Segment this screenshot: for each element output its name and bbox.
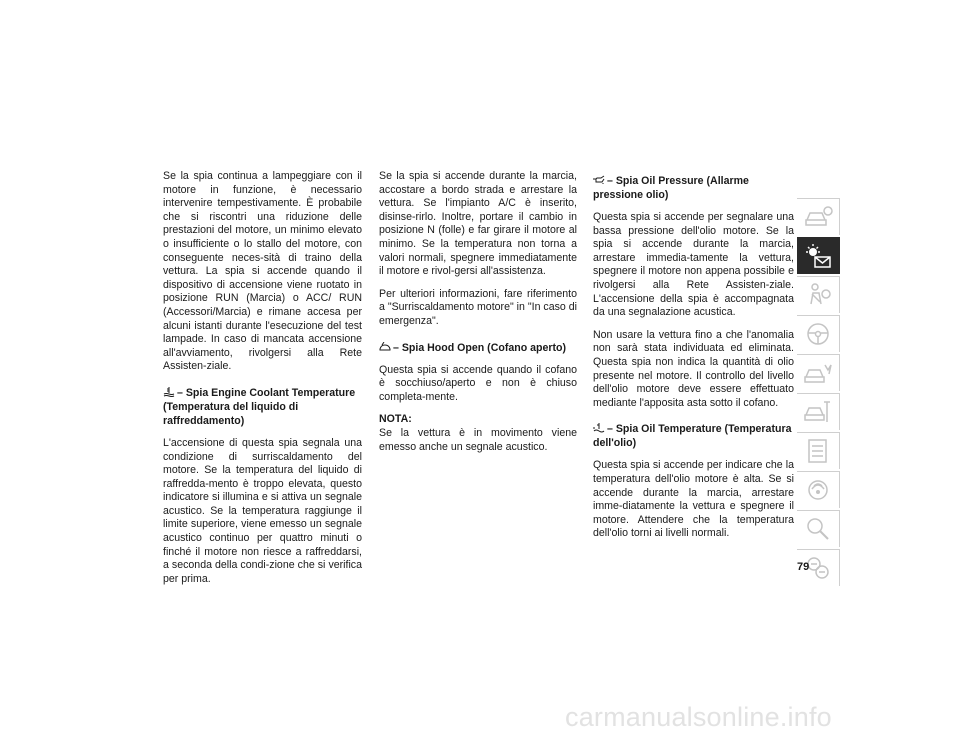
paragraph: Questa spia si accende per indicare che la temperatura dell'olio motore è alta. Se si accende durante la marcia, arrestare imme-diatamente la vettura e spegnere il motore. Attendere che la temperatura dell'olio torni ai livelli normali. (593, 459, 794, 540)
car-service-icon (803, 399, 833, 425)
heading-text: – Spia Hood Open (Cofano aperto) (393, 341, 567, 354)
tab-specifications[interactable] (797, 432, 840, 469)
text-column-1 (163, 170, 362, 595)
paragraph: Questa spia si accende quando il cofano è socchiuso/aperto e non è chiuso completa-mente. (379, 363, 577, 403)
text-column-3 (593, 174, 794, 550)
checklist-icon (803, 438, 833, 464)
paragraph: Se la spia continua a lampeggiare con il motore in funzione, è necessario intervenire tempestivamente. È probabile che si riscontri una riduzione delle prestazioni del motore, un minimo elevato o insufficiente o lo stallo del motore, con conseguente neces-sità di traino della vettura. La spia si accende quando il dispositivo di accensione viene ruotato in posizione RUN (Marcia) o ACC/ RUN (Accessori/Marcia) e rimane accesa per alcuni istanti durante l'esecuzione del test lampade. In caso di mancata accensione all'avviamento, rivolgersi alla Rete Assisten-ziale. (163, 170, 362, 373)
note-label: NOTA: (379, 413, 412, 426)
tab-driving[interactable] (797, 315, 840, 352)
paragraph: Se la spia si accende durante la marcia, accostare a bordo strada e arrestare la vettura. Se l'impianto A/C è inserito, disinse-rirlo. Inoltre, portare il cambio in posizione N (folle) e far girare il motore al minimo. Se la temperatura non torna a valori normali, spegnere immediatamente il motore e rivol-gersi all'assistenza. (379, 170, 577, 278)
note-text: Se la vettura è in movimento viene emesso anche un segnale acustico. (379, 426, 577, 453)
tab-safety[interactable] (797, 276, 840, 313)
chapter-tabs (797, 198, 841, 588)
seatbelt-airbag-icon (803, 282, 833, 308)
heading-text: – Spia Oil Temperature (Temperatura dell'olio) (593, 423, 792, 450)
tab-index[interactable] (797, 510, 840, 547)
paragraph: Questa spia si accende per segnalare una bassa pressione dell'olio motore. Se la spia si accende durante la marcia, arrestare immedia-tamente la vettura, spegnere il motore non appena possibile e rivolgersi alla Rete Assisten-ziale. L'accensione della spia è accompagnata da una segnalazione acustica. (593, 211, 794, 319)
page-number: 79 (797, 561, 810, 573)
tab-emergency[interactable] (797, 354, 840, 391)
hood-open-icon (379, 342, 391, 352)
multimedia-icon (803, 477, 833, 503)
paragraph: Non usare la vettura fino a che l'anomalia non sarà stata individuata ed eliminata. Questa spia non indica la quantità di olio presente nel motore. Il controllo del livello dell'olio motore deve essere effettuato mediante l'apposita asta sotto il cofano. (593, 328, 794, 409)
tab-warning-lights[interactable] (797, 237, 840, 274)
tab-car-info[interactable] (797, 198, 840, 235)
paragraph: Per ulteriori informazioni, fare riferimento a "Surriscaldamento motore" in "In caso di emergenza". (379, 287, 577, 327)
heading-text: – Spia Oil Pressure (Allarme pressione olio) (593, 175, 749, 201)
text-column-2 (379, 170, 577, 463)
heading-text: – Spia Engine Coolant Temperature (Temperatura del liquido di raffreddamento) (163, 386, 356, 427)
oil-pressure-icon (593, 175, 605, 185)
tab-multimedia[interactable] (797, 471, 840, 508)
tab-servicing[interactable] (797, 393, 840, 430)
paragraph: L'accensione di questa spia segnala una condizione di surriscaldamento del motore. Se la temperatura del liquido di raffredda-mento è troppo elevata, questo indicatore si illumina e si attiva un segnale acustico. Se la temperatura raggiunge il limite superiore, viene emesso un segnale acustico continuo per quattro minuti o finché il motore non riesce a raffreddarsi, a seconda della condi-zione che si verifica per prima. (163, 436, 362, 585)
section-heading-hood (379, 341, 577, 355)
warning-lights-icon (803, 243, 833, 269)
steering-wheel-icon (803, 321, 833, 347)
search-icon (803, 516, 833, 542)
section-heading-oil-pressure (593, 174, 794, 202)
car-crash-icon (803, 360, 833, 386)
oil-temperature-icon (593, 423, 605, 433)
watermark: carmanualsonline.info (565, 702, 832, 732)
section-heading-oil-temperature (593, 422, 794, 450)
car-info-icon (803, 204, 833, 230)
section-heading-coolant (163, 386, 362, 428)
coolant-temperature-icon (163, 387, 175, 397)
